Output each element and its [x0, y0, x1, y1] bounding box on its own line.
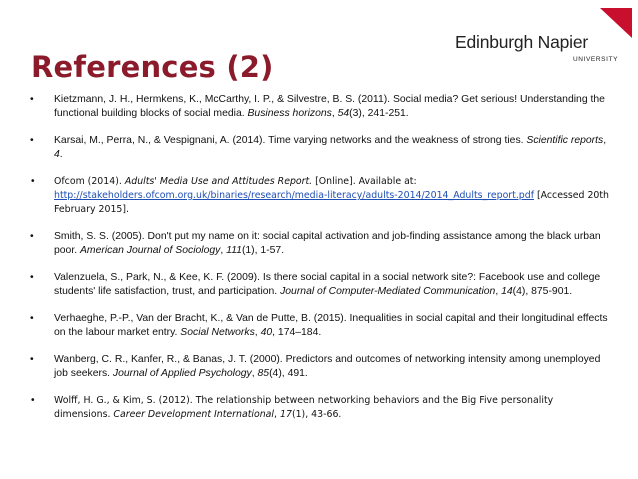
reference-text: . [59, 149, 63, 160]
reference-text: Adults' Media Use and Attitudes Report. [124, 176, 313, 187]
bullet-icon: • [30, 176, 36, 187]
reference-text: , [274, 409, 280, 420]
reference-text: Wolff, H. G., & Kim, S. (2012). The relationship between networking behaviors and the Big Five personality dimensions. [54, 395, 554, 420]
bullet-icon: • [30, 272, 34, 283]
reference-text: , [251, 368, 258, 379]
reference-text: , [254, 327, 261, 338]
reference-item [30, 230, 612, 258]
reference-text: Scientific reports [526, 135, 604, 146]
reference-text: 111 [226, 245, 242, 256]
reference-text: , 174–184. [272, 327, 322, 338]
reference-text: Smith, S. S. (2005). Don't put my name on it: social capital activation and job-finding assistance among the black urban poor. [54, 231, 601, 256]
reference-text: (3), 241-251. [349, 108, 409, 119]
bullet-icon: • [30, 231, 34, 242]
reference-text: 14 [501, 286, 513, 297]
logo-subtitle: UNIVERSITY [573, 56, 619, 63]
reference-text: (1), 43-66. [291, 409, 342, 420]
reference-text: , [603, 135, 607, 146]
reference-text: 54 [337, 108, 350, 119]
reference-text: [Accessed 20th February 2015]. [54, 190, 609, 215]
reference-item [30, 394, 612, 422]
bullet-icon: • [30, 94, 34, 105]
reference-text: Journal of Applied Psychology [112, 368, 252, 379]
reference-item [30, 93, 612, 121]
bullet-icon: • [30, 395, 36, 406]
reference-text: Kietzmann, J. H., Hermkens, K., McCarthy, I. P., & Silvestre, B. S. (2011). Social media? Get serious! Understanding the functional building blocks of social media. [54, 94, 605, 119]
reference-text: 40 [260, 327, 273, 338]
reference-text: American Journal of Sociology [80, 245, 221, 256]
bullet-icon: • [30, 313, 34, 324]
logo-name: Edinburgh Napier [455, 32, 588, 52]
reference-item [30, 271, 612, 299]
slide-title: References (2) [31, 50, 274, 84]
reference-text: 17 [280, 409, 292, 420]
reference-item [30, 312, 612, 340]
bullet-icon: • [30, 135, 34, 146]
university-logo [455, 8, 635, 70]
reference-text: Journal of Computer-Mediated Communication [280, 286, 496, 297]
reference-item [30, 134, 612, 162]
reference-text: , [331, 108, 338, 119]
reference-text: Business horizons [247, 108, 332, 119]
reference-item [30, 353, 612, 381]
reference-text: [Online]. Available at: [312, 176, 417, 187]
reference-text: (4), 491. [269, 368, 308, 379]
logo-mark-icon [598, 8, 634, 40]
reference-item [30, 175, 612, 217]
reference-text: Ofcom (2014). [54, 176, 125, 187]
reference-text: Verhaeghe, P.-P., Van der Bracht, K., & Van de Putte, B. (2015). Inequalities in social capital and their longitudinal effects on the labour market entry. [54, 313, 608, 338]
reference-link[interactable]: http://stakeholders.ofcom.org.uk/binaries/research/media-literacy/adults-2014/2014_Adults_report.pdf [54, 190, 535, 201]
reference-text: (1), 1-57. [241, 245, 285, 256]
reference-text: , [220, 245, 227, 256]
reference-text: Wanberg, C. R., Kanfer, R., & Banas, J. T. (2000). Predictors and outcomes of networking intensity among unemployed job seekers. [54, 354, 601, 379]
reference-text: , [495, 286, 502, 297]
reference-text: 4 [54, 149, 60, 160]
reference-text: (4), 875-901. [512, 286, 573, 297]
reference-text: Karsai, M., Perra, N., & Vespignani, A. (2014). Time varying networks and the weakness of strong ties. [54, 135, 527, 146]
reference-text: Career Development International [113, 409, 275, 420]
reference-text: 85 [257, 368, 270, 379]
reference-list [30, 93, 612, 435]
bullet-icon: • [30, 354, 34, 365]
reference-text: Social Networks [180, 327, 255, 338]
reference-text: Valenzuela, S., Park, N., & Kee, K. F. (2009). Is there social capital in a social network site?: Facebook use and college students' life satisfaction, trust, and participation. [54, 272, 601, 297]
